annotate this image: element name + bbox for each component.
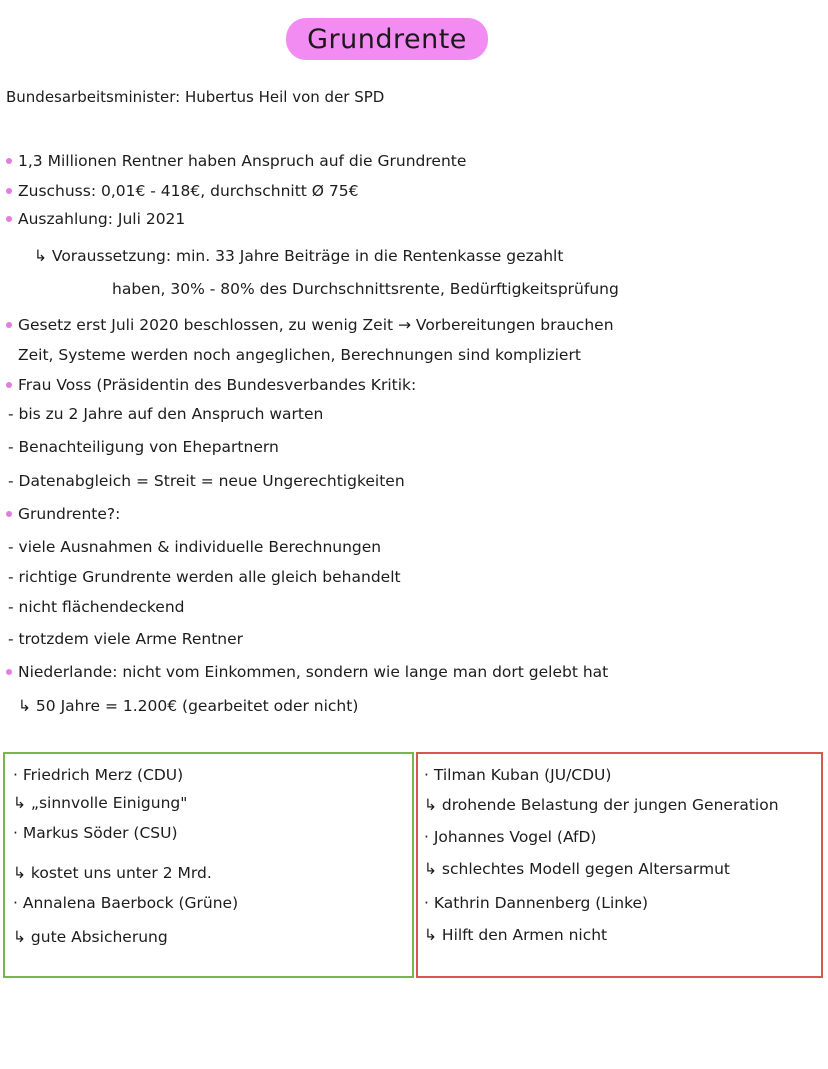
line-text: Grundrente?: [18,505,121,523]
line-text: Gesetz erst Juli 2020 beschlossen, zu wenig Zeit → Vorbereitungen brauchen [18,316,614,334]
line-text: - bis zu 2 Jahre auf den Anspruch warten [8,405,324,423]
line-text: Niederlande: nicht vom Einkommen, sondern wie lange man dort gelebt hat [18,663,609,681]
title-block [286,16,488,62]
bullet-dot [6,188,12,194]
line-text: - trotzdem viele Arme Rentner [8,630,244,648]
box-line: ↳ schlechtes Modell gegen Altersarmut [424,860,730,878]
box-line: · Johannes Vogel (AfD) [424,828,597,846]
line-text: 1,3 Millionen Rentner haben Anspruch auf die Grundrente [18,152,467,170]
line-text: - viele Ausnahmen & individuelle Berechnungen [8,538,382,556]
box-line: ↳ „sinnvolle Einigung" [13,794,188,812]
box-line: · Annalena Baerbock (Grüne) [13,894,239,912]
line-text: - richtige Grundrente werden alle gleich behandelt [8,568,401,586]
page-title: Grundrente [307,23,467,55]
bullet-dot [6,158,12,164]
bullet-dot [6,669,12,675]
box-line: · Kathrin Dannenberg (Linke) [424,894,649,912]
line-text: Zeit, Systeme werden noch angeglichen, Berechnungen sind kompliziert [18,346,581,364]
bullet-dot [6,382,12,388]
line-text: - Datenabgleich = Streit = neue Ungerechtigkeiten [8,472,405,490]
line-text: ↳ Voraussetzung: min. 33 Jahre Beiträge in die Rentenkasse gezahlt [34,247,564,265]
line-text: haben, 30% - 80% des Durchschnittsrente, Bedürftigkeitsprüfung [112,280,619,298]
line-text: - nicht flächendeckend [8,598,185,616]
box-line: · Tilman Kuban (JU/CDU) [424,766,612,784]
box-critics [416,752,823,978]
line-text: Frau Voss (Präsidentin des Bundesverbandes Kritik: [18,376,417,394]
box-line: · Friedrich Merz (CDU) [13,766,184,784]
line-text: Zuschuss: 0,01€ - 418€, durchschnitt Ø 75€ [18,182,359,200]
box-supporters [3,752,414,978]
box-line: · Markus Söder (CSU) [13,824,178,842]
minister-line: Bundesarbeitsminister: Hubertus Heil von der SPD [6,88,385,106]
box-line: ↳ gute Absicherung [13,928,168,946]
bullet-dot [6,511,12,517]
line-text: ↳ 50 Jahre = 1.200€ (gearbeitet oder nicht) [18,697,359,715]
box-line: ↳ Hilft den Armen nicht [424,926,608,944]
bullet-dot [6,216,12,222]
box-line: ↳ drohende Belastung der jungen Generation [424,796,779,814]
bullet-dot [6,322,12,328]
line-text: Auszahlung: Juli 2021 [18,210,186,228]
line-text: - Benachteiligung von Ehepartnern [8,438,279,456]
box-line: ↳ kostet uns unter 2 Mrd. [13,864,212,882]
